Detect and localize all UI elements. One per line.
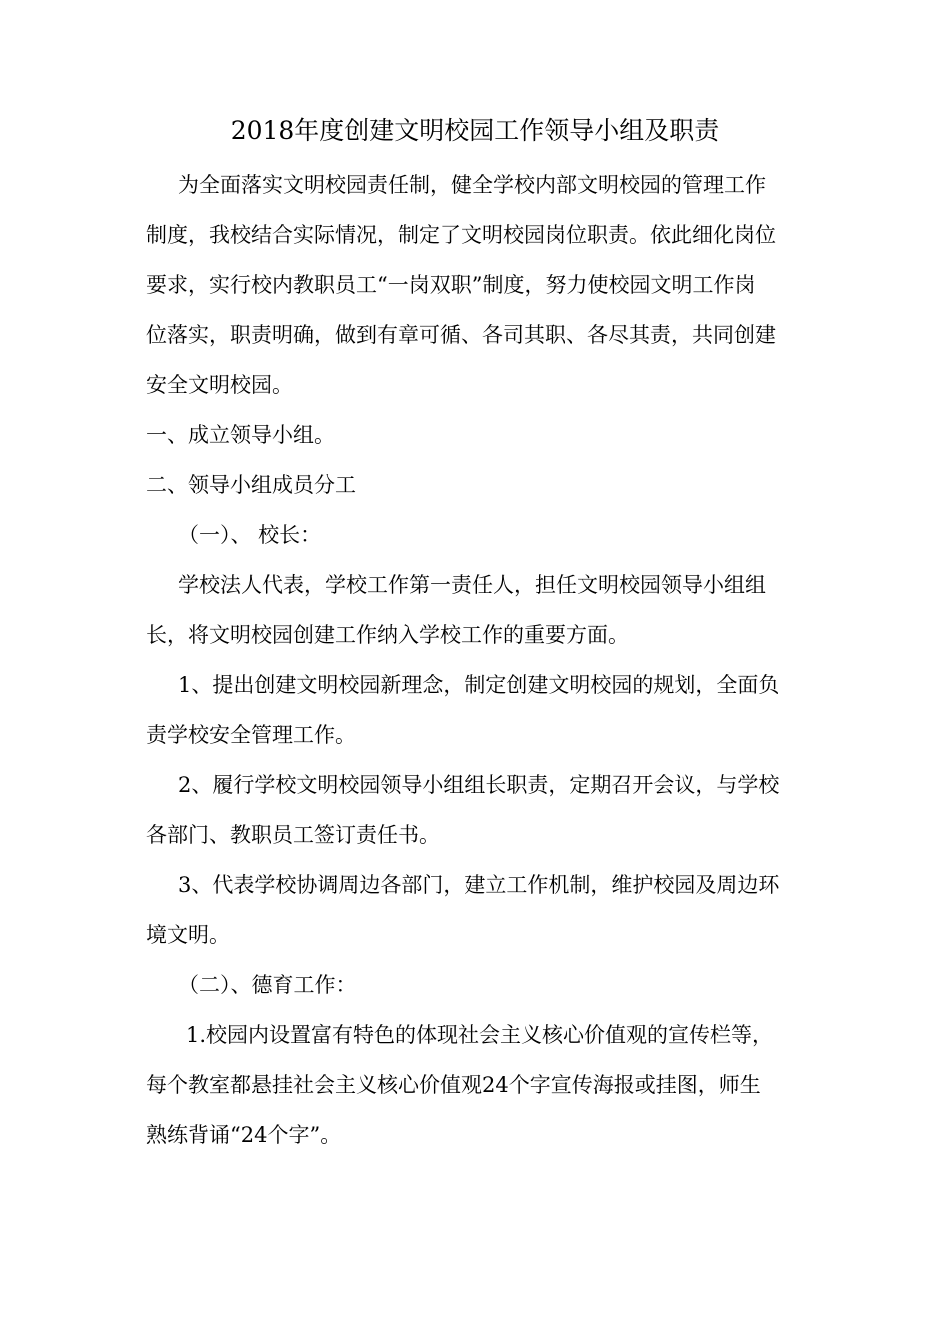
list-item-line: 责学校安全管理工作。: [146, 723, 356, 747]
list-item-line: 1、提出创建文明校园新理念，制定创建文明校园的规划，全面负: [178, 673, 780, 697]
section-heading-1: 一、成立领导小组。: [146, 423, 335, 447]
paragraph-line: 要求，实行校内教职员工“一岗双职”制度，努力使校园文明工作岗: [146, 273, 756, 297]
list-item-line: 3、代表学校协调周边各部门，建立工作机制，维护校园及周边环: [178, 873, 780, 897]
list-item-line: 1.校园内设置富有特色的体现社会主义核心价值观的宣传栏等，: [186, 1023, 774, 1047]
list-item-line: 每个教室都悬挂社会主义核心价值观24个字宣传海报或挂图，师生: [146, 1073, 761, 1097]
subsection-heading-principal: （一）、 校长：: [178, 523, 322, 547]
paragraph-line: 学校法人代表，学校工作第一责任人，担任文明校园领导小组组: [178, 573, 766, 597]
section-heading-2: 二、领导小组成员分工: [146, 473, 356, 497]
paragraph-line: 位落实，职责明确，做到有章可循、各司其职、各尽其责，共同创建: [146, 323, 776, 347]
paragraph-line: 为全面落实文明校园责任制，健全学校内部文明校园的管理工作: [178, 173, 766, 197]
paragraph-line: 长，将文明校园创建工作纳入学校工作的重要方面。: [146, 623, 629, 647]
subsection-heading-moral-education: （二）、德育工作：: [178, 973, 357, 997]
list-item-line: 境文明。: [146, 923, 230, 947]
paragraph-line: 安全文明校园。: [146, 373, 293, 397]
paragraph-line: 制度，我校结合实际情况，制定了文明校园岗位职责。依此细化岗位: [146, 223, 776, 247]
list-item-line: 熟练背诵“24个字”。: [146, 1123, 342, 1147]
document-title: 2018年度创建文明校园工作领导小组及职责: [230, 116, 720, 145]
list-item-line: 2、履行学校文明校园领导小组组长职责，定期召开会议，与学校: [178, 773, 780, 797]
list-item-line: 各部门、教职员工签订责任书。: [146, 823, 440, 847]
